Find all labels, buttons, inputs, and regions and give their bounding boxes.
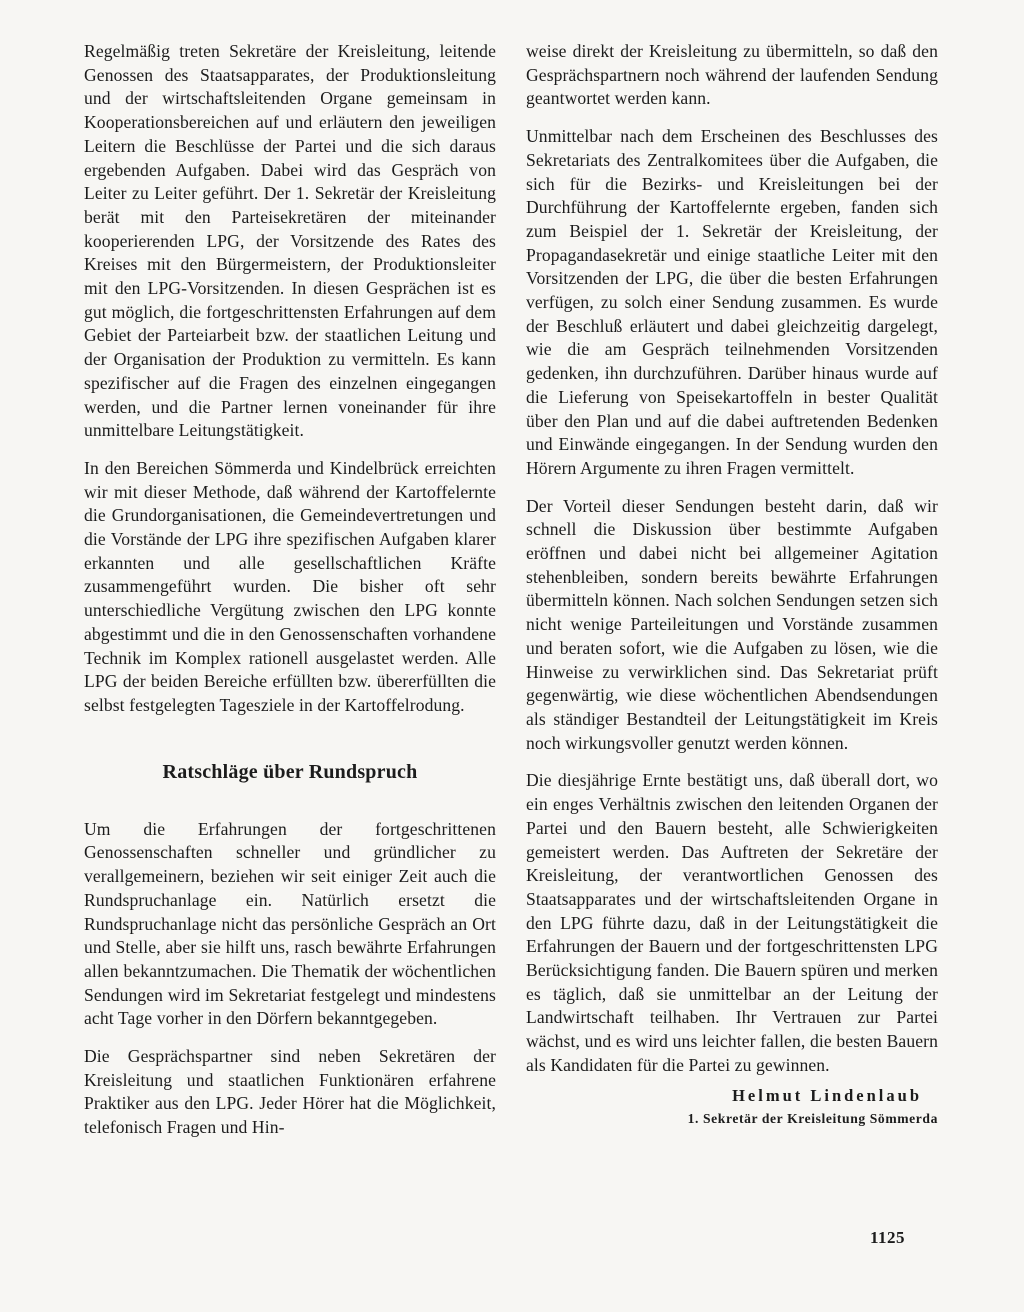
page-number: 1125	[870, 1228, 906, 1247]
paragraph: weise direkt der Kreisleitung zu übermitteln, so daß den Gesprächspartnern noch während der laufenden Sendung geantwortet werden kann.	[526, 41, 938, 109]
paragraph: Der Vorteil dieser Sendungen besteht darin, daß wir schnell die Diskussion über bestimmte Aufgaben eröffnen und dabei nicht bei allgemeiner Agitation stehenbleiben, sondern bereits bewährte Erfahrungen übermitteln können. Nach solchen Sendungen setzen sich nicht wenige Parteileitungen und Vorstände zusammen und beraten sofort, wie die Aufgaben zu lösen, wie die Hinweise zu verwirklichen sind. Das Sekretariat prüft gegenwärtig, wie diese wöchentlichen Abendsendungen als ständiger Bestandteil der Leitungstätigkeit im Kreis noch wirkungsvoller genutzt werden können.	[526, 495, 938, 753]
right-column	[526, 40, 938, 1130]
paragraph: In den Bereichen Sömmerda und Kindelbrück erreichten wir mit dieser Methode, daß während der Kartoffelernte die Grundorganisationen, die Gemeindevertretungen und die Vorstände der LPG ihre spezifischen Aufgaben klarer erkannten und alle gesellschaftlichen Kräfte zusammengeführt wurden. Die bisher oft sehr unterschiedliche Vergütung zwischen den LPG konnte abgestimmt und die in den Genossenschaften vorhandene Technik im Komplex rationell ausgelastet werden. Alle LPG der beiden Bereiche erfüllten bzw. übererfüllten die selbst festgelegten Tagesziele in der Kartoffelrodung.	[84, 457, 496, 715]
paragraph: Um die Erfahrungen der fortgeschrittenen Genossenschaften schneller und gründlicher zu verallgemeinern, beziehen wir seit einiger Zeit auch die Rundspruchanlage ein. Natürlich ersetzt die Rundspruchanlage nicht das persönliche Gespräch an Ort und Stelle, aber sie hilft uns, rasch bewährte Erfahrungen allen bekanntzumachen. Die Thematik der wöchentlichen Sendungen wird im Sekretariat festgelegt und mindestens acht Tage vorher in den Dörfern bekanntgegeben.	[84, 818, 496, 1029]
section-heading: Ratschläge über Rundspruch	[162, 760, 418, 783]
author-role: 1. Sekretär der Kreisleitung Sömmerda	[687, 1110, 938, 1126]
left-column	[84, 40, 496, 1140]
paragraph: Unmittelbar nach dem Erscheinen des Beschlusses des Sekretariats des Zentralkomitees über die Aufgaben, die sich für die Bezirks- und Kreisleitungen bei der Durchführung der Kartoffelernte ergeben, fanden sich zum Beispiel der 1. Sekretär der Kreisleitung, der Propagandasekretär und einige staatliche Leiter mit den Vorsitzenden der LPG, die über die besten Erfahrungen verfügen, zu solch einer Sendung zusammen. Es wurde der Beschluß erläutert und dabei gleichzeitig dargelegt, wie die am Gespräch teilnehmenden Vorsitzenden gedenken, ihn durchzuführen. Darüber hinaus wurde auf die Lieferung von Speisekartoffeln in bester Qualität über den Plan und auf die dabei auftretenden Bedenken und Einwände eingegangen. In der Sendung wurden den Hörern Argumente zu ihren Fragen vermittelt.	[526, 126, 938, 478]
paragraph: Die Gesprächspartner sind neben Sekretären der Kreisleitung und staatlichen Funktionären erfahrene Praktiker aus den LPG. Jeder Hörer hat die Möglichkeit, telefonisch Fragen und Hin-	[84, 1046, 496, 1138]
author-name: Helmut Lindenlaub	[732, 1085, 922, 1105]
signature-block	[526, 1084, 938, 1130]
paragraph: Regelmäßig treten Sekretäre der Kreisleitung, leitende Genossen des Staatsapparates, der Produktionsleitung und der wirtschaftsleitenden Organe gemeinsam in Kooperationsbereichen auf und erläutern den jeweiligen Leitern die Beschlüsse der Partei und die sich daraus ergebenden Aufgaben. Dabei wird das Gespräch von Leiter zu Leiter geführt. Der 1. Sekretär der Kreisleitung berät mit den Parteisekretären der miteinander kooperierenden LPG, der Vorsitzende des Rates des Kreises mit den Bürgermeistern, der Produktionsleiter mit den LPG-Vorsitzenden. In diesen Gesprächen ist es gut möglich, die fortgeschrittensten Erfahrungen auf dem Gebiet der Parteiarbeit bzw. der staatlichen Leitung und der Organisation der Produktion zu vermitteln. Es kann spezifischer auf die Fragen des einzelnen eingegangen werden, und die Partner lernen voneinander für ihre unmittelbare Leitungstätigkeit.	[84, 41, 496, 441]
paragraph: Die diesjährige Ernte bestätigt uns, daß überall dort, wo ein enges Verhältnis zwischen den leitenden Organen der Partei und den Bauern besteht, alle Schwierigkeiten gemeistert werden. Das Auftreten der Sekretäre der Kreisleitung, der verantwortlichen Genossen des Staatsapparates und der wirtschaftsleitenden Organe in den LPG führte dazu, daß in der Leitungstätigkeit die Erfahrungen der Bauern und der fortgeschrittensten LPG Berücksichtigung fanden. Die Bauern spüren und merken es täglich, daß sie unmittelbar an der Leitung der Landwirtschaft teilhaben. Ihr Vertrauen zur Partei wächst, und es wird uns leichter fallen, die besten Bauern als Kandidaten für die Partei zu gewinnen.	[526, 770, 938, 1075]
